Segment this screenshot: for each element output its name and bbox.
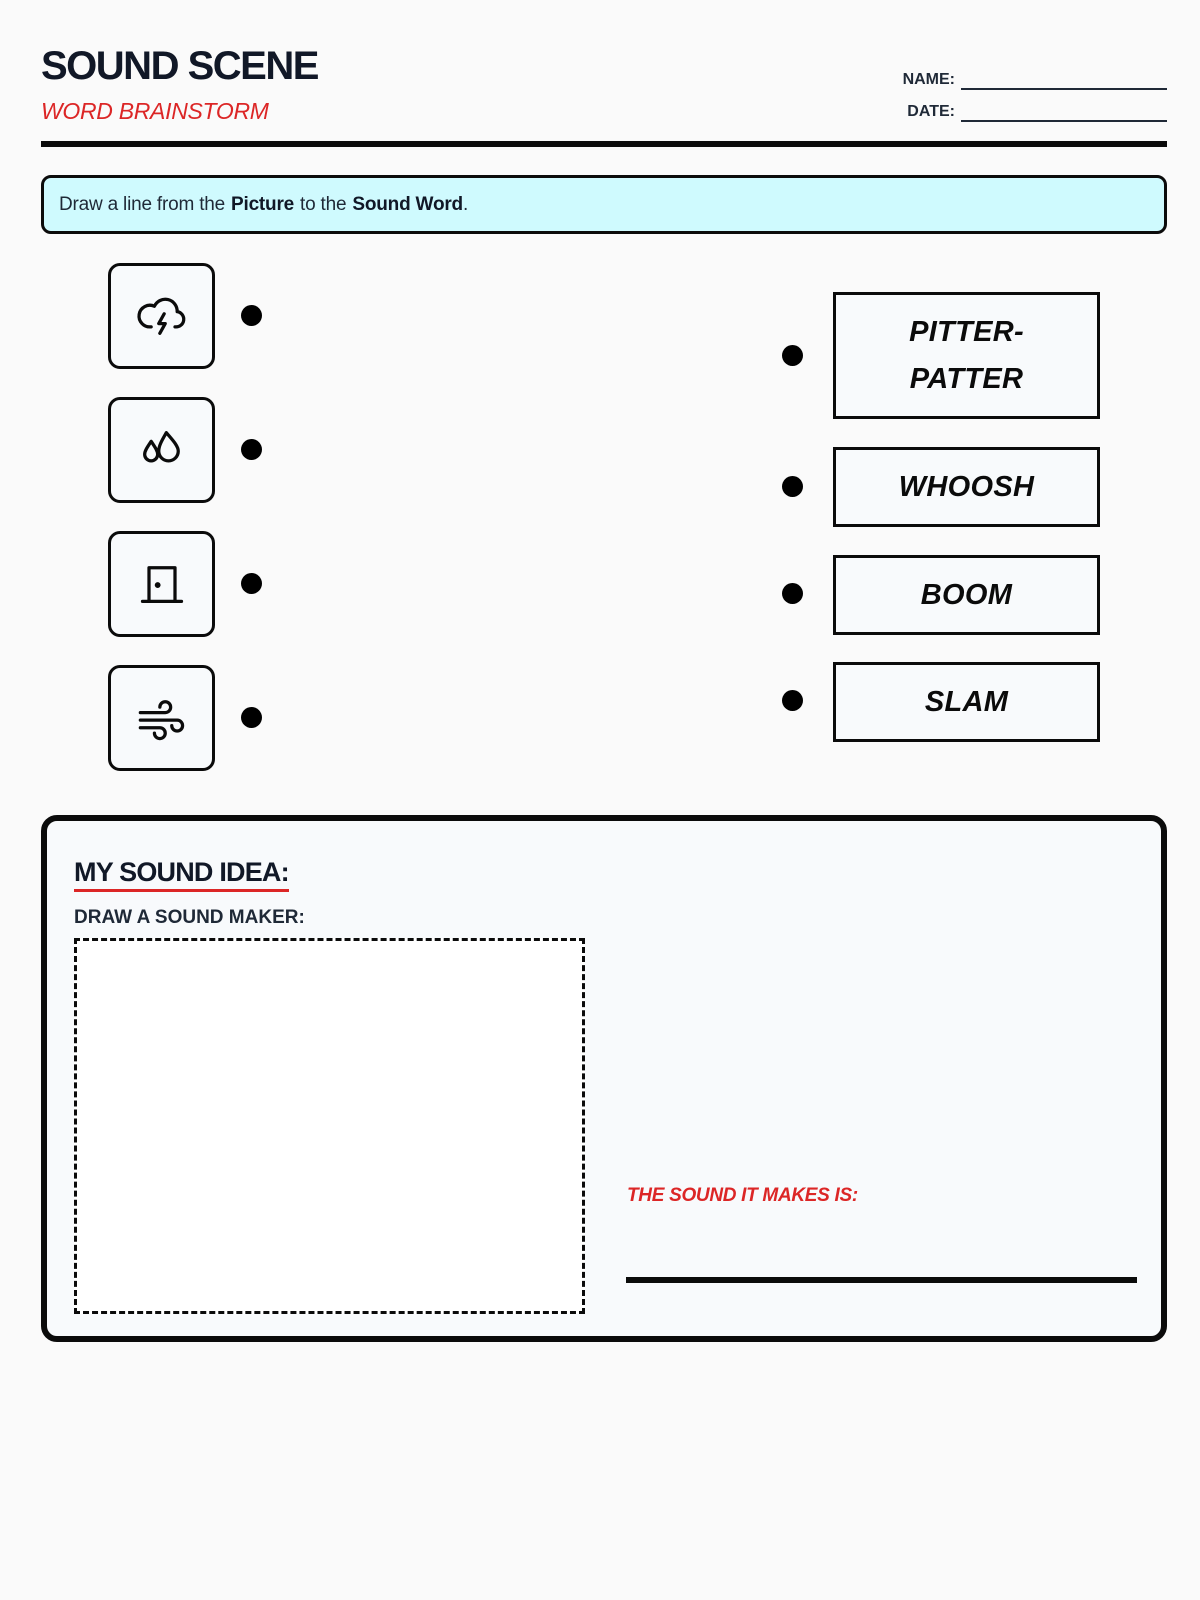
word-dot-4[interactable] bbox=[782, 690, 803, 711]
picture-dot-4[interactable] bbox=[241, 707, 262, 728]
sound-word-whoosh: WHOOSH bbox=[833, 447, 1100, 527]
sound-word-line2: PATTER bbox=[909, 362, 1024, 395]
drawing-area[interactable] bbox=[74, 938, 585, 1314]
instruction-banner bbox=[41, 175, 1167, 234]
wind-icon bbox=[136, 692, 188, 744]
instruction-picture-word: Picture bbox=[231, 193, 295, 215]
worksheet-subtitle: WORD BRAINSTORM bbox=[41, 98, 269, 124]
worksheet-header bbox=[41, 42, 1167, 147]
sound-word-pitter-patter bbox=[833, 292, 1100, 419]
sound-word-slam: SLAM bbox=[833, 662, 1100, 742]
name-field bbox=[903, 70, 1167, 90]
sound-word-boom: BOOM bbox=[833, 555, 1100, 635]
sound-idea-title: MY SOUND IDEA: bbox=[74, 855, 289, 892]
instruction-middle: to the bbox=[300, 193, 347, 215]
word-dot-1[interactable] bbox=[782, 345, 803, 366]
name-blank-line[interactable] bbox=[961, 76, 1167, 90]
sound-idea-panel bbox=[41, 815, 1167, 1342]
picture-dot-3[interactable] bbox=[241, 573, 262, 594]
door-icon bbox=[136, 558, 188, 610]
date-field bbox=[907, 102, 1167, 122]
water-drops-icon bbox=[136, 424, 188, 476]
picture-card-drops bbox=[108, 397, 215, 503]
date-label: DATE: bbox=[907, 103, 955, 120]
name-label: NAME: bbox=[902, 71, 955, 88]
date-blank-line[interactable] bbox=[961, 108, 1167, 122]
picture-card-wind bbox=[108, 665, 215, 771]
instruction-suffix: . bbox=[462, 193, 469, 215]
sound-it-makes-label: THE SOUND IT MAKES IS: bbox=[627, 1185, 858, 1206]
worksheet-title: SOUND SCENE bbox=[41, 44, 318, 88]
storm-cloud-icon bbox=[136, 290, 188, 342]
word-dot-3[interactable] bbox=[782, 583, 803, 604]
picture-card-storm bbox=[108, 263, 215, 369]
picture-dot-2[interactable] bbox=[241, 439, 262, 460]
sound-answer-line[interactable] bbox=[626, 1277, 1137, 1283]
draw-sound-maker-label: DRAW A SOUND MAKER: bbox=[74, 907, 305, 928]
instruction-sound-word: Sound Word bbox=[352, 193, 463, 215]
sound-word-line1: PITTER- bbox=[909, 315, 1024, 348]
word-dot-2[interactable] bbox=[782, 476, 803, 497]
instruction-prefix: Draw a line from the bbox=[59, 193, 226, 215]
picture-dot-1[interactable] bbox=[241, 305, 262, 326]
picture-card-door bbox=[108, 531, 215, 637]
